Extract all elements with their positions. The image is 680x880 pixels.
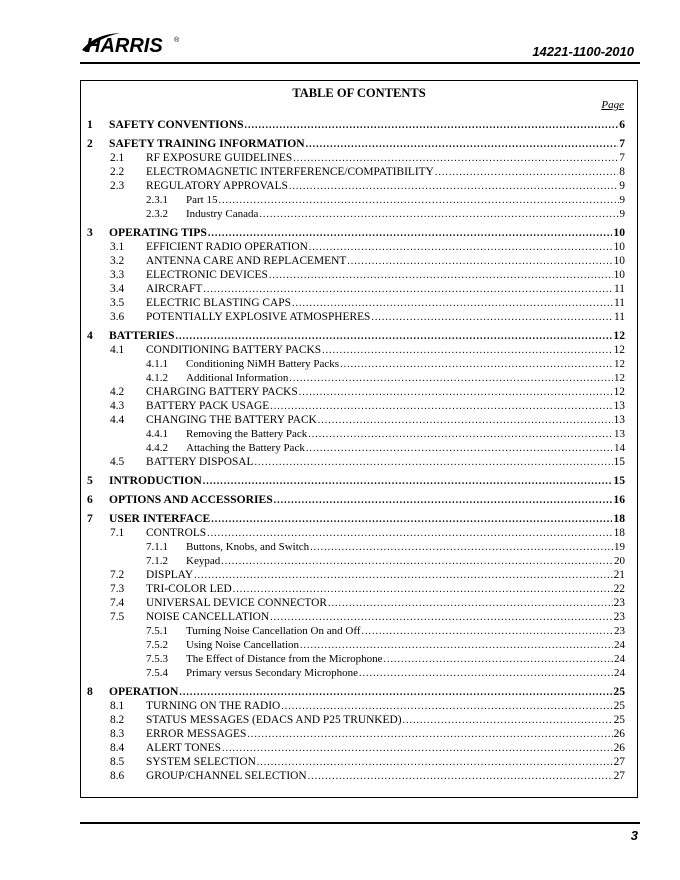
toc-entry-number: 7.5.3 <box>146 653 168 665</box>
toc-entry[interactable] <box>81 399 637 413</box>
toc-entry-page: 23 <box>613 597 625 609</box>
toc-entry-number: 3.5 <box>110 297 125 309</box>
toc-entry-title: Conditioning NiMH Battery Packs <box>186 358 340 370</box>
toc-entry[interactable] <box>81 240 637 254</box>
toc-entry-title: AIRCRAFT <box>146 283 203 295</box>
toc-entry-title: Attaching the Battery Pack <box>186 442 305 454</box>
dot-leader <box>309 241 613 255</box>
toc-entry-number: 6 <box>87 493 93 506</box>
toc-entry[interactable] <box>81 427 637 441</box>
toc-entry-page: 12 <box>614 372 625 384</box>
dot-leader <box>308 428 613 442</box>
dot-leader <box>322 344 613 358</box>
toc-entry-number: 4.5 <box>110 456 125 468</box>
toc-entry-title: OPTIONS AND ACCESSORIES <box>109 493 273 506</box>
toc-entry-page: 10 <box>613 241 625 253</box>
toc-entry-title: Using Noise Cancellation <box>186 639 300 651</box>
toc-entry-number: 2.3.1 <box>146 194 168 206</box>
page-column-label: Page <box>601 99 624 111</box>
toc-entry-page: 18 <box>613 512 625 525</box>
dot-leader <box>340 358 613 372</box>
toc-entry[interactable] <box>81 596 637 610</box>
toc-entry-title: STATUS MESSAGES (EDACS AND P25 TRUNKED) <box>146 714 402 726</box>
toc-entry[interactable] <box>81 254 637 268</box>
toc-entry-page: 15 <box>613 456 625 468</box>
toc-entry[interactable] <box>81 638 637 652</box>
toc-entry-number: 2.1 <box>110 152 125 164</box>
toc-entry-number: 8.2 <box>110 714 125 726</box>
toc-entry-title: POTENTIALLY EXPLOSIVE ATMOSPHERES <box>146 311 371 323</box>
toc-entry[interactable] <box>81 413 637 427</box>
dot-leader <box>328 597 613 611</box>
dot-leader <box>371 311 613 325</box>
dot-leader <box>270 400 612 414</box>
toc-title: TABLE OF CONTENTS <box>292 86 426 100</box>
toc-entry-title: USER INTERFACE <box>109 512 211 525</box>
toc-entry-number: 7.2 <box>110 569 125 581</box>
footer-rule <box>80 822 640 824</box>
toc-entry-number: 7.1.2 <box>146 555 168 567</box>
toc-entry[interactable] <box>81 666 637 680</box>
toc-entry-number: 2 <box>87 137 93 150</box>
toc-entry-page: 20 <box>614 555 625 567</box>
toc-entry-title: BATTERY DISPOSAL <box>146 456 254 468</box>
toc-entry-page: 12 <box>613 329 625 342</box>
toc-entry-page: 21 <box>613 569 625 581</box>
dot-leader <box>203 475 613 489</box>
toc-entry-number: 8 <box>87 685 93 698</box>
toc-entry-page: 10 <box>613 269 625 281</box>
dot-leader <box>221 555 613 569</box>
dot-leader <box>359 667 613 681</box>
toc-entry-title: NOISE CANCELLATION <box>146 611 270 623</box>
toc-entry[interactable] <box>81 554 637 568</box>
dot-leader <box>194 569 613 583</box>
toc-entry-page: 6 <box>619 118 625 131</box>
toc-entry[interactable] <box>81 540 637 554</box>
toc-entry-title: CONTROLS <box>146 527 207 539</box>
toc-entry-page: 25 <box>613 700 625 712</box>
toc-entry-title: ERROR MESSAGES <box>146 728 247 740</box>
toc-entry[interactable] <box>81 207 637 221</box>
toc-entry[interactable] <box>81 310 637 324</box>
toc-entry[interactable] <box>81 512 637 526</box>
toc-entry-number: 8.6 <box>110 770 125 782</box>
header-rule <box>80 62 640 64</box>
toc-entry-title: Buttons, Knobs, and Switch <box>186 541 310 553</box>
toc-entry-number: 3.2 <box>110 255 125 267</box>
toc-entry[interactable] <box>81 455 637 469</box>
toc-entry[interactable] <box>81 713 637 727</box>
toc-entry[interactable] <box>81 282 637 296</box>
toc-entry-page: 10 <box>613 226 625 239</box>
toc-entry-title: ELECTRIC BLASTING CAPS <box>146 297 291 309</box>
document-number: 14221-1100-2010 <box>532 44 634 59</box>
dot-leader <box>293 152 618 166</box>
toc-entry-page: 7 <box>619 137 625 150</box>
toc-entry[interactable] <box>81 226 637 240</box>
toc-entry[interactable] <box>81 329 637 343</box>
toc-entry-number: 4.4 <box>110 414 125 426</box>
toc-entry-page: 18 <box>613 527 625 539</box>
toc-entry-title: Keypad <box>186 555 221 567</box>
toc-entry-page: 9 <box>619 208 625 220</box>
dot-leader <box>245 119 619 133</box>
toc-entry-number: 7.5.2 <box>146 639 168 651</box>
dot-leader <box>203 283 613 297</box>
toc-entry[interactable] <box>81 741 637 755</box>
toc-entry[interactable] <box>81 493 637 507</box>
toc-entry[interactable] <box>81 441 637 455</box>
toc-entry-page: 7 <box>619 152 625 164</box>
toc-entry-title: CHANGING THE BATTERY PACK <box>146 414 317 426</box>
dot-leader <box>403 714 613 728</box>
harris-logo <box>80 30 182 58</box>
toc-entry-title: ELECTROMAGNETIC INTERFERENCE/COMPATIBILITY <box>146 166 434 178</box>
toc-entry-title: REGULATORY APPROVALS <box>146 180 288 192</box>
dot-leader <box>274 494 613 508</box>
toc-entry-title: Part 15 <box>186 194 218 206</box>
dot-leader <box>361 625 613 639</box>
toc-entry-page: 13 <box>613 414 625 426</box>
toc-entry-title: SAFETY TRAINING INFORMATION <box>109 137 305 150</box>
toc-entry-number: 5 <box>87 474 93 487</box>
toc-entry-title: Additional Information <box>186 372 289 384</box>
toc-entry-title: ELECTRONIC DEVICES <box>146 269 268 281</box>
toc-entry-page: 10 <box>613 255 625 267</box>
toc-entry-number: 4.2 <box>110 386 125 398</box>
toc-entry-title: Primary versus Secondary Microphone <box>186 667 358 679</box>
dot-leader <box>289 180 618 194</box>
toc-entry-number: 1 <box>87 118 93 131</box>
toc-entry-page: 24 <box>614 639 625 651</box>
toc-entry-number: 2.2 <box>110 166 125 178</box>
toc-entry-page: 24 <box>614 667 625 679</box>
toc-entry[interactable] <box>81 193 637 207</box>
toc-entry[interactable] <box>81 357 637 371</box>
toc-entry[interactable] <box>81 371 637 385</box>
dot-leader <box>233 583 613 597</box>
toc-entry-page: 9 <box>619 180 625 192</box>
toc-entry-title: TURNING ON THE RADIO <box>146 700 281 712</box>
dot-leader <box>281 700 612 714</box>
toc-entry-number: 3.3 <box>110 269 125 281</box>
toc-entry-title: Removing the Battery Pack <box>186 428 308 440</box>
toc-entry-page: 11 <box>614 283 625 295</box>
toc-entry[interactable] <box>81 385 637 399</box>
toc-entry-number: 3 <box>87 226 93 239</box>
dot-leader <box>384 653 613 667</box>
toc-entry[interactable] <box>81 652 637 666</box>
toc-entry-page: 22 <box>613 583 625 595</box>
dot-leader <box>269 269 613 283</box>
toc-entry-number: 2.3 <box>110 180 125 192</box>
toc-entry-number: 7 <box>87 512 93 525</box>
toc-entry-title: OPERATING TIPS <box>109 226 207 239</box>
toc-box <box>80 80 638 798</box>
toc-entry-page: 19 <box>614 541 625 553</box>
toc-entry-page: 25 <box>613 685 625 698</box>
toc-entry-page: 8 <box>619 166 625 178</box>
dot-leader <box>211 513 612 527</box>
toc-entry-number: 2.3.2 <box>146 208 168 220</box>
toc-entry[interactable] <box>81 727 637 741</box>
toc-entry-number: 4.4.2 <box>146 442 168 454</box>
dot-leader <box>179 686 612 700</box>
toc-entry[interactable] <box>81 118 637 132</box>
toc-entry[interactable] <box>81 474 637 488</box>
toc-entry-page: 24 <box>614 653 625 665</box>
toc-entry-number: 4.1 <box>110 344 125 356</box>
toc-entry-number: 8.5 <box>110 756 125 768</box>
toc-entry-title: OPERATION <box>109 685 179 698</box>
toc-entry-page: 16 <box>613 493 625 506</box>
toc-entry-number: 4 <box>87 329 93 342</box>
toc-entry-title: EFFICIENT RADIO OPERATION <box>146 241 308 253</box>
toc-entry-number: 7.3 <box>110 583 125 595</box>
toc-entry-number: 4.4.1 <box>146 428 168 440</box>
toc-entry[interactable] <box>81 610 637 624</box>
toc-entry-title: UNIVERSAL DEVICE CONNECTOR <box>146 597 327 609</box>
toc-entry-number: 3.1 <box>110 241 125 253</box>
toc-entry-title: ALERT TONES <box>146 742 221 754</box>
dot-leader <box>222 742 613 756</box>
toc-entry-title: DISPLAY <box>146 569 194 581</box>
page-number: 3 <box>630 828 638 843</box>
dot-leader <box>318 414 613 428</box>
toc-entries <box>81 118 637 783</box>
toc-entry-page: 27 <box>613 770 625 782</box>
toc-entry-number: 7.5.1 <box>146 625 168 637</box>
dot-leader <box>308 770 613 784</box>
logo-text: HARRIS <box>86 35 163 57</box>
toc-entry-number: 7.5.4 <box>146 667 168 679</box>
toc-entry-title: BATTERIES <box>109 329 175 342</box>
dot-leader <box>257 756 613 770</box>
toc-entry[interactable] <box>81 755 637 769</box>
toc-entry-title: GROUP/CHANNEL SELECTION <box>146 770 307 782</box>
toc-entry-title: ANTENNA CARE AND REPLACEMENT <box>146 255 347 267</box>
toc-entry-page: 23 <box>614 625 625 637</box>
toc-entry-number: 3.4 <box>110 283 125 295</box>
toc-entry-number: 8.4 <box>110 742 125 754</box>
toc-entry[interactable] <box>81 165 637 179</box>
dot-leader <box>299 386 613 400</box>
dot-leader <box>292 297 613 311</box>
toc-entry-page: 12 <box>614 358 625 370</box>
toc-entry-page: 13 <box>614 428 625 440</box>
toc-entry[interactable] <box>81 685 637 699</box>
toc-entry-number: 7.4 <box>110 597 125 609</box>
toc-entry[interactable] <box>81 526 637 540</box>
toc-entry[interactable] <box>81 137 637 151</box>
toc-entry-page: 13 <box>613 400 625 412</box>
toc-entry-title: RF EXPOSURE GUIDELINES <box>146 152 293 164</box>
toc-entry-title: SAFETY CONVENTIONS <box>109 118 244 131</box>
toc-entry-title: BATTERY PACK USAGE <box>146 400 270 412</box>
toc-entry-number: 7.5 <box>110 611 125 623</box>
toc-entry-page: 12 <box>613 386 625 398</box>
toc-entry-title: CONDITIONING BATTERY PACKS <box>146 344 322 356</box>
dot-leader <box>310 541 613 555</box>
toc-entry-title: INTRODUCTION <box>109 474 202 487</box>
dot-leader <box>435 166 618 180</box>
dot-leader <box>208 227 613 241</box>
toc-entry-number: 4.1.2 <box>146 372 168 384</box>
toc-entry-page: 25 <box>613 714 625 726</box>
toc-entry[interactable] <box>81 179 637 193</box>
dot-leader <box>300 639 613 653</box>
dot-leader <box>255 456 613 470</box>
toc-entry[interactable] <box>81 699 637 713</box>
toc-entry-page: 23 <box>613 611 625 623</box>
dot-leader <box>270 611 613 625</box>
toc-entry-number: 8.3 <box>110 728 125 740</box>
toc-entry[interactable] <box>81 296 637 310</box>
dot-leader <box>259 208 618 222</box>
toc-entry-page: 27 <box>613 756 625 768</box>
toc-entry-title: Industry Canada <box>186 208 259 220</box>
toc-entry-number: 7.1.1 <box>146 541 168 553</box>
toc-entry-number: 4.3 <box>110 400 125 412</box>
toc-entry-page: 26 <box>613 742 625 754</box>
toc-entry[interactable] <box>81 624 637 638</box>
dot-leader <box>247 728 612 742</box>
toc-entry-page: 9 <box>619 194 625 206</box>
toc-entry[interactable] <box>81 568 637 582</box>
toc-entry[interactable] <box>81 268 637 282</box>
toc-entry-title: The Effect of Distance from the Microphone <box>186 653 383 665</box>
toc-entry-title: TRI-COLOR LED <box>146 583 232 595</box>
dot-leader <box>347 255 612 269</box>
toc-entry[interactable] <box>81 151 637 165</box>
dot-leader <box>289 372 613 386</box>
toc-entry-title: Turning Noise Cancellation On and Off <box>186 625 361 637</box>
toc-entry-page: 14 <box>614 442 625 454</box>
dot-leader <box>306 442 613 456</box>
toc-entry-title: CHARGING BATTERY PACKS <box>146 386 298 398</box>
toc-entry-page: 15 <box>613 474 625 487</box>
toc-entry-page: 26 <box>613 728 625 740</box>
toc-entry-page: 12 <box>613 344 625 356</box>
svg-text:®: ® <box>174 37 180 44</box>
toc-entry[interactable] <box>81 582 637 596</box>
toc-entry-page: 11 <box>614 311 625 323</box>
dot-leader <box>207 527 612 541</box>
dot-leader <box>218 194 618 208</box>
dot-leader <box>306 138 619 152</box>
dot-leader <box>176 330 613 344</box>
toc-entry-number: 8.1 <box>110 700 125 712</box>
toc-entry[interactable] <box>81 343 637 357</box>
toc-entry-number: 4.1.1 <box>146 358 168 370</box>
toc-entry-number: 3.6 <box>110 311 125 323</box>
toc-entry[interactable] <box>81 769 637 783</box>
toc-entry-number: 7.1 <box>110 527 125 539</box>
toc-entry-page: 11 <box>614 297 625 309</box>
toc-entry-title: SYSTEM SELECTION <box>146 756 256 768</box>
